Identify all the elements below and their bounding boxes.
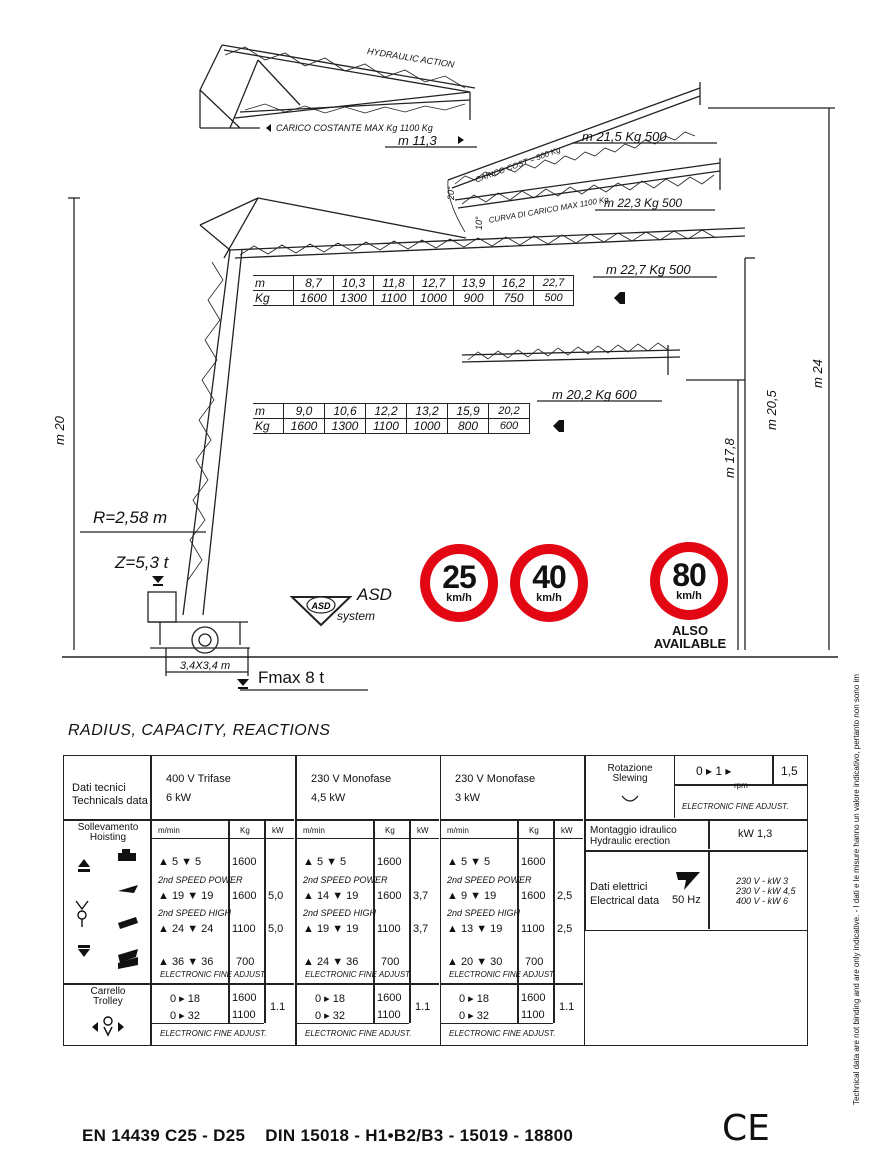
lifted-load-icons bbox=[118, 849, 138, 969]
supply-column-1 bbox=[151, 755, 296, 1046]
carico-cost-500-label: CARICO COST = 500 Kg bbox=[474, 145, 562, 185]
z-load-label: Z=5,3 t bbox=[115, 553, 169, 572]
hoist-speed-4: ▲ 36 ▼ 36 bbox=[158, 956, 214, 968]
section-title: RADIUS, CAPACITY, REACTIONS bbox=[68, 722, 331, 739]
hoist-speed-1: ▲ 5 ▼ 5 bbox=[158, 856, 202, 868]
hoist-fine-adjust: ELECTRONIC FINE ADJUST. bbox=[305, 970, 412, 979]
radius-r-label: R=2,58 m bbox=[93, 508, 168, 527]
head-mmin: m/min bbox=[447, 826, 469, 835]
hoist-kg-4: 700 bbox=[525, 956, 544, 968]
head-mmin: m/min bbox=[158, 826, 180, 835]
supply-power: 4,5 kW bbox=[311, 792, 346, 804]
row-label: Kg bbox=[253, 291, 294, 306]
trolley-kw: 1.1 bbox=[415, 1001, 431, 1013]
capacity-row-kg: Kg 1600 1300 1100 1000 900 750 500 bbox=[253, 291, 574, 306]
electrical-cell: Dati elettrici Electrical data 50 Hz 230 V - kW 3 230 V - kW 4,5 400 V - kW 6 bbox=[585, 851, 808, 931]
speed-high-label: 2nd SPEED HIGH bbox=[303, 908, 377, 918]
supply-column-2 bbox=[296, 755, 441, 1046]
supply-voltage: 400 V Trifase bbox=[166, 773, 231, 785]
supply-power: 3 kW bbox=[455, 792, 481, 804]
hoist-down-icon bbox=[78, 949, 90, 957]
head-mmin: m/min bbox=[303, 826, 325, 835]
hoist-kg-2: 1600 bbox=[377, 890, 402, 902]
trolley-kw: 1.1 bbox=[270, 1001, 286, 1013]
hoisting-label-cell: Sollevamento Hoisting bbox=[63, 820, 151, 984]
angle-10-label: 10° bbox=[474, 216, 484, 230]
slew-kw: 1,5 bbox=[781, 764, 798, 778]
hoist-kg-3: 1100 bbox=[521, 923, 545, 935]
hoist-kg-1: 1600 bbox=[521, 856, 546, 868]
hoist-speed-2: ▲ 19 ▼ 19 bbox=[158, 890, 214, 902]
speed-sign-25: 25 km/h bbox=[420, 544, 498, 622]
capacity-row-kg: Kg 1600 1300 1100 1000 800 600 bbox=[253, 419, 530, 434]
height-17-8-label: m 17,8 bbox=[722, 438, 737, 478]
head-kg: Kg bbox=[240, 826, 250, 835]
angle-20-label: 20° bbox=[446, 186, 456, 200]
trolley-kg-2: 1100 bbox=[521, 1009, 545, 1021]
trolley-fine-adjust: ELECTRONIC FINE ADJUST. bbox=[160, 1029, 267, 1038]
trolley-speed-1: 0 ▸ 18 bbox=[170, 993, 200, 1005]
height-20-5-label: m 20,5 bbox=[764, 390, 779, 430]
hoist-speed-3: ▲ 13 ▼ 19 bbox=[447, 923, 503, 935]
hoist-kw-2: 2,5 bbox=[557, 890, 573, 902]
speed-high-label: 2nd SPEED HIGH bbox=[447, 908, 521, 918]
trolley-kg-2: 1100 bbox=[232, 1009, 256, 1021]
speed-power-label: 2nd SPEED POWER bbox=[303, 875, 388, 885]
lightning-icon bbox=[674, 868, 704, 892]
trolley-kg-1: 1600 bbox=[377, 992, 402, 1004]
head-kw: kW bbox=[561, 826, 573, 835]
asd-label: ASD bbox=[357, 585, 392, 604]
jib-short-variant bbox=[462, 343, 680, 375]
hoist-kw-2: 5,0 bbox=[268, 890, 284, 902]
carico-costante-label: CARICO COSTANTE MAX Kg 1100 Kg bbox=[276, 123, 433, 133]
hoist-kg-1: 1600 bbox=[232, 856, 257, 868]
hoist-speed-3: ▲ 24 ▼ 24 bbox=[158, 923, 214, 935]
hoist-speed-2: ▲ 14 ▼ 19 bbox=[303, 890, 359, 902]
capacity-row-m: m 8,7 10,3 11,8 12,7 13,9 16,2 22,7 bbox=[253, 276, 574, 291]
trolley-speed-2: 0 ▸ 32 bbox=[459, 1010, 489, 1022]
height-20-label: m 20 bbox=[52, 416, 67, 445]
slew-speed: 0 ▸ 1 ▸ bbox=[696, 764, 732, 778]
hoist-kw-3: 3,7 bbox=[413, 923, 429, 935]
hoist-kg-4: 700 bbox=[236, 956, 255, 968]
trolley-speed-1: 0 ▸ 18 bbox=[315, 993, 345, 1005]
hoist-kw-2: 3,7 bbox=[413, 890, 429, 902]
erection-cell: Montaggio idraulico Hydraulic erection kW 1,3 bbox=[585, 820, 808, 851]
slewing-cell: Rotazione Slewing 0 ▸ 1 ▸ 1,5 rpm ELECTRONIC FINE ADJUST. bbox=[585, 755, 808, 820]
curva-carico-label: CURVA DI CARICO MAX 1100 Kg bbox=[488, 194, 610, 225]
trolley-icon bbox=[88, 1009, 128, 1039]
asd-system-label: system bbox=[337, 609, 376, 623]
capacity-table-upper bbox=[253, 275, 574, 306]
supply-voltage: 230 V Monofase bbox=[311, 773, 392, 785]
slew-fine-adjust: ELECTRONIC FINE ADJUST. bbox=[682, 802, 789, 811]
trolley-kg-1: 1600 bbox=[521, 992, 546, 1004]
supply-voltage: 230 V Monofase bbox=[455, 773, 536, 785]
hoist-speed-4: ▲ 20 ▼ 30 bbox=[447, 956, 503, 968]
standards-footer: EN 14439 C25 - D25 DIN 15018 - H1•B2/B3 - 15019 - 18800 bbox=[82, 1126, 574, 1145]
speed-power-label: 2nd SPEED POWER bbox=[447, 875, 532, 885]
hoist-up-icon bbox=[78, 859, 90, 867]
base-size-label: 3,4X3,4 m bbox=[180, 660, 231, 672]
radius-20-2-label: m 20,2 Kg 600 bbox=[552, 387, 637, 402]
trolley-fine-adjust: ELECTRONIC FINE ADJUST. bbox=[305, 1029, 412, 1038]
trolley-speed-1: 0 ▸ 18 bbox=[459, 993, 489, 1005]
capacity-table-lower bbox=[253, 403, 530, 434]
head-kw: kW bbox=[417, 826, 429, 835]
radius-11-3-label: m 11,3 bbox=[398, 133, 437, 148]
head-kg: Kg bbox=[529, 826, 539, 835]
height-24-label: m 24 bbox=[810, 359, 825, 388]
row-label: m bbox=[253, 276, 294, 291]
fmax-label: Fmax 8 t bbox=[258, 668, 325, 687]
supply-column-3 bbox=[440, 755, 585, 1046]
disclaimer-side-note: Technical data are not binding and are only indicative. - I dati e le misure hanno un valore indicativo, pertanto non sono im bbox=[852, 674, 861, 1105]
hoist-fine-adjust: ELECTRONIC FINE ADJUST. bbox=[449, 970, 556, 979]
hoisting-icons bbox=[68, 845, 148, 975]
trolley-speed-2: 0 ▸ 32 bbox=[170, 1010, 200, 1022]
radius-22-3-label: m 22,3 Kg 500 bbox=[604, 196, 683, 210]
speed-power-label: 2nd SPEED POWER bbox=[158, 875, 243, 885]
hoist-kg-1: 1600 bbox=[377, 856, 402, 868]
frequency: 50 Hz bbox=[672, 894, 701, 906]
svg-text:ASD: ASD bbox=[311, 601, 331, 611]
head-kw: kW bbox=[272, 826, 284, 835]
tech-label-cell: Dati tecnici Technicals data bbox=[63, 755, 151, 820]
ce-mark: CE bbox=[722, 1108, 770, 1149]
capacity-row-m: m 9,0 10,6 12,2 13,2 15,9 20,2 bbox=[253, 404, 530, 419]
trolley-speed-2: 0 ▸ 32 bbox=[315, 1010, 345, 1022]
hoist-speed-1: ▲ 5 ▼ 5 bbox=[447, 856, 491, 868]
trolley-label-cell: Carrello Trolley bbox=[63, 984, 151, 1046]
rotation-icon bbox=[620, 794, 640, 804]
hoist-kw-3: 2,5 bbox=[557, 923, 573, 935]
trolley-fine-adjust: ELECTRONIC FINE ADJUST. bbox=[449, 1029, 556, 1038]
erection-kw: kW 1,3 bbox=[738, 828, 773, 840]
hoist-kg-3: 1100 bbox=[232, 923, 256, 935]
hydraulic-action-label: HYDRAULIC ACTION bbox=[366, 46, 456, 70]
head-kg: Kg bbox=[385, 826, 395, 835]
electrical-lines: 230 V - kW 3 230 V - kW 4,5 400 V - kW 6 bbox=[736, 876, 796, 906]
speed-sign-80: 80 km/h bbox=[650, 542, 728, 620]
hoist-kg-4: 700 bbox=[381, 956, 400, 968]
hoist-speed-4: ▲ 24 ▼ 36 bbox=[303, 956, 359, 968]
hoist-speed-1: ▲ 5 ▼ 5 bbox=[303, 856, 347, 868]
hoist-kg-3: 1100 bbox=[377, 923, 401, 935]
hook-icon bbox=[76, 901, 88, 927]
hoist-speed-3: ▲ 19 ▼ 19 bbox=[303, 923, 359, 935]
hoist-speed-2: ▲ 9 ▼ 19 bbox=[447, 890, 497, 902]
radius-21-5-label: m 21,5 Kg 500 bbox=[582, 129, 667, 144]
supply-power: 6 kW bbox=[166, 792, 192, 804]
trolley-kw: 1.1 bbox=[559, 1001, 575, 1013]
hoist-kw-3: 5,0 bbox=[268, 923, 284, 935]
rpm-label: rpm bbox=[734, 781, 748, 790]
radius-22-7-label: m 22,7 Kg 500 bbox=[606, 262, 691, 277]
hoist-kg-2: 1600 bbox=[232, 890, 257, 902]
also-available-label: ALSO AVAILABLE bbox=[653, 623, 727, 651]
hoist-kg-2: 1600 bbox=[521, 890, 546, 902]
trolley-kg-2: 1100 bbox=[377, 1009, 401, 1021]
speed-sign-40: 40 km/h bbox=[510, 544, 588, 622]
trolley-kg-1: 1600 bbox=[232, 992, 257, 1004]
speed-high-label: 2nd SPEED HIGH bbox=[158, 908, 232, 918]
hoist-fine-adjust: ELECTRONIC FINE ADJUST. bbox=[160, 970, 267, 979]
